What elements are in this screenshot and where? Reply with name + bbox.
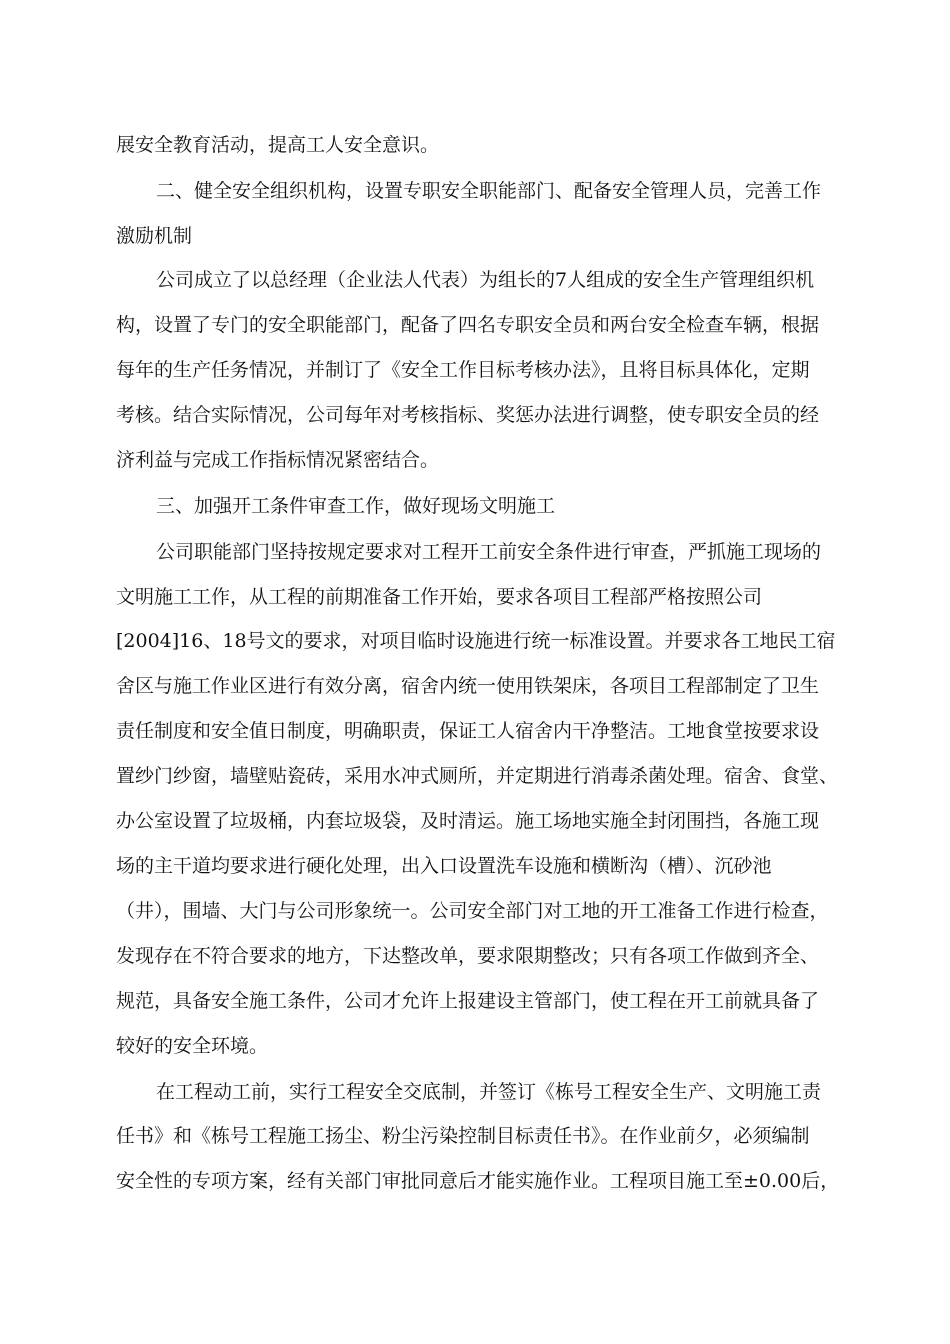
text-line: 较好的安全环境。 — [116, 1035, 269, 1057]
text-line: 在工程动工前，实行工程安全交底制，并签订《栋号工程安全生产、文明施工责 — [156, 1081, 822, 1103]
text-line: 构，设置了专门的安全职能部门，配备了四名专职安全员和两台安全检查车辆，根据 — [116, 314, 820, 336]
text-line: 置纱门纱窗，墙壁贴瓷砖，采用水冲式厕所，并定期进行消毒杀菌处理。宿舍、食堂、 — [116, 765, 839, 787]
text-line: 责任制度和安全值日制度，明确职责，保证工人宿舍内干净整洁。工地食堂按要求设 — [116, 720, 820, 742]
text-line: 公司职能部门坚持按规定要求对工程开工前安全条件进行审查，严抓施工现场的 — [156, 541, 822, 563]
text-line: 考核。结合实际情况，公司每年对考核指标、奖惩办法进行调整，使专职安全员的经 — [116, 404, 820, 426]
section-heading-2-cont: 激励机制 — [116, 225, 193, 247]
text-line: 公司成立了以总经理（企业法人代表）为组长的7人组成的安全生产管理组织机 — [156, 269, 815, 291]
text-line: 文明施工工作，从工程的前期准备工作开始，要求各项目工程部严格按照公司 — [116, 586, 763, 608]
text-line: 办公室设置了垃圾桶，内套垃圾袋，及时清运。施工场地实施全封闭围挡，各施工现 — [116, 810, 820, 832]
text-line: 场的主干道均要求进行硬化处理，出入口设置洗车设施和横断沟（槽）、沉砂池 — [116, 855, 772, 877]
text-line: 安全性的专项方案，经有关部门审批同意后才能实施作业。工程项目施工至±0.00后， — [116, 1170, 840, 1192]
section-heading-3: 三、加强开工条件审查工作，做好现场文明施工 — [156, 495, 556, 517]
text-line: 展安全教育活动，提高工人安全意识。 — [116, 134, 440, 156]
text-line: [2004]16、18号文的要求，对项目临时设施进行统一标准设置。并要求各工地民工宿 — [116, 630, 836, 652]
text-line: 规范，具备安全施工条件，公司才允许上报建设主管部门，使工程在开工前就具备了 — [116, 990, 820, 1012]
text-line: （井），围墙、大门与公司形象统一。公司安全部门对工地的开工准备工作进行检查， — [116, 900, 829, 922]
text-line: 舍区与施工作业区进行有效分离，宿舍内统一使用铁架床，各项目工程部制定了卫生 — [116, 675, 820, 697]
text-line: 任书》和《栋号工程施工扬尘、粉尘污染控制目标责任书》。在作业前夕，必须编制 — [116, 1125, 810, 1147]
text-line: 每年的生产任务情况，并制订了《安全工作目标考核办法》，且将目标具体化，定期 — [116, 359, 810, 381]
text-line: 发现存在不符合要求的地方，下达整改单，要求限期整改；只有各项工作做到齐全、 — [116, 945, 820, 967]
text-line: 济利益与完成工作指标情况紧密结合。 — [116, 449, 440, 471]
section-heading-2: 二、健全安全组织机构，设置专职安全职能部门、配备安全管理人员，完善工作 — [156, 180, 822, 202]
